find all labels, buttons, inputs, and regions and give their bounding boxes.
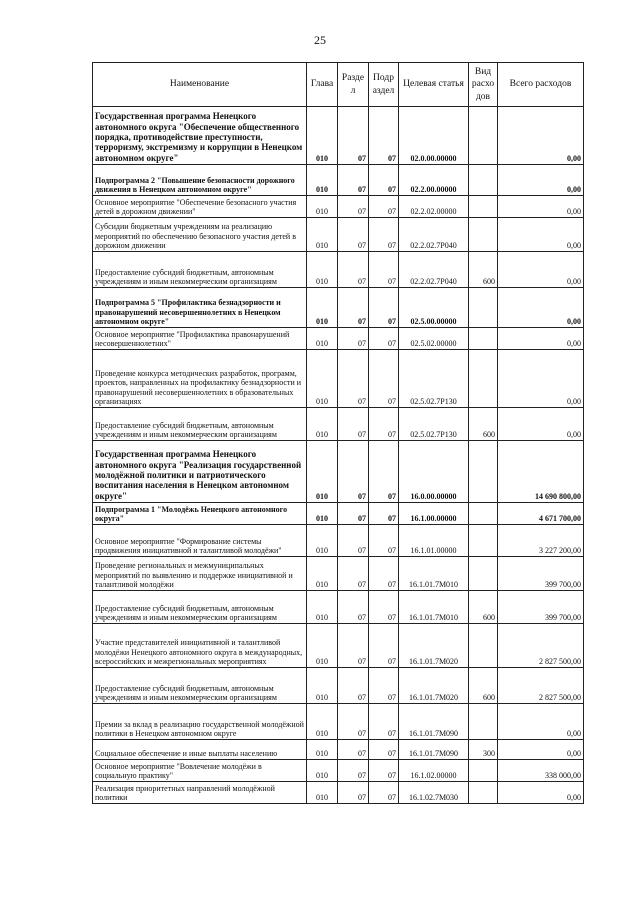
row-vid: 600 xyxy=(469,591,498,624)
row-razdel: 07 xyxy=(338,760,369,782)
row-podrazdel: 07 xyxy=(369,624,399,668)
row-razdel: 07 xyxy=(338,288,369,328)
row-name: Социальное обеспечение и иные выплаты населению xyxy=(93,740,307,760)
table-header-row xyxy=(93,63,584,107)
row-vid xyxy=(469,624,498,668)
row-podrazdel: 07 xyxy=(369,218,399,252)
row-podrazdel: 07 xyxy=(369,252,399,288)
row-razdel: 07 xyxy=(338,252,369,288)
table-row xyxy=(93,288,584,328)
row-podrazdel: 07 xyxy=(369,557,399,591)
row-glava: 010 xyxy=(307,525,338,557)
row-glava: 010 xyxy=(307,252,338,288)
row-razdel: 07 xyxy=(338,503,369,525)
table-row xyxy=(93,350,584,408)
row-glava: 010 xyxy=(307,165,338,196)
row-target: 16.1.01.7М020 xyxy=(399,624,469,668)
row-target: 16.1.01.7М020 xyxy=(399,668,469,704)
row-podrazdel: 07 xyxy=(369,740,399,760)
row-name: Премии за вклад в реализацию государственной молодёжной политики в Ненецком автономном округе xyxy=(93,704,307,740)
row-total: 0,00 xyxy=(498,704,584,740)
row-razdel: 07 xyxy=(338,668,369,704)
row-target: 16.1.01.7М090 xyxy=(399,740,469,760)
row-vid xyxy=(469,196,498,218)
row-vid xyxy=(469,288,498,328)
row-target: 16.1.02.00000 xyxy=(399,760,469,782)
row-podrazdel: 07 xyxy=(369,350,399,408)
table-row xyxy=(93,503,584,525)
row-glava: 010 xyxy=(307,288,338,328)
table-row xyxy=(93,328,584,350)
row-total: 0,00 xyxy=(498,107,584,165)
row-vid xyxy=(469,328,498,350)
row-total: 0,00 xyxy=(498,288,584,328)
row-target: 16.1.01.7М010 xyxy=(399,591,469,624)
row-name: Основное мероприятие "Формирование системы продвижения инициативной и талантливой молодёжи" xyxy=(93,525,307,557)
row-podrazdel: 07 xyxy=(369,704,399,740)
row-total: 0,00 xyxy=(498,218,584,252)
row-total: 0,00 xyxy=(498,408,584,441)
row-total: 0,00 xyxy=(498,165,584,196)
row-razdel: 07 xyxy=(338,591,369,624)
row-glava: 010 xyxy=(307,218,338,252)
row-name: Проведение региональных и межмуниципальных мероприятий по выявлению и поддержке инициативной и талантливой молодёжи xyxy=(93,557,307,591)
row-vid xyxy=(469,782,498,804)
header-razdel: Разде л xyxy=(338,63,369,107)
row-glava: 010 xyxy=(307,557,338,591)
row-podrazdel: 07 xyxy=(369,328,399,350)
table-row xyxy=(93,760,584,782)
table-row xyxy=(93,196,584,218)
row-name: Предоставление субсидий бюджетным, автономным учреждениям и иным некоммерческим организациям xyxy=(93,591,307,624)
row-total: 399 700,00 xyxy=(498,557,584,591)
row-razdel: 07 xyxy=(338,704,369,740)
row-name: Предоставление субсидий бюджетным, автономным учреждениям и иным некоммерческим организациям xyxy=(93,252,307,288)
row-target: 02.2.00.00000 xyxy=(399,165,469,196)
row-razdel: 07 xyxy=(338,350,369,408)
row-razdel: 07 xyxy=(338,328,369,350)
row-podrazdel: 07 xyxy=(369,525,399,557)
row-glava: 010 xyxy=(307,624,338,668)
row-name: Подпрограмма 2 "Повышение безопасности дорожного движения в Ненецком автономном округе" xyxy=(93,165,307,196)
row-total: 0,00 xyxy=(498,328,584,350)
table-row xyxy=(93,704,584,740)
budget-table xyxy=(92,62,584,804)
row-podrazdel: 07 xyxy=(369,408,399,441)
table-row xyxy=(93,218,584,252)
row-glava: 010 xyxy=(307,704,338,740)
row-glava: 010 xyxy=(307,107,338,165)
row-total: 14 690 800,00 xyxy=(498,441,584,503)
row-glava: 010 xyxy=(307,196,338,218)
row-name: Основное мероприятие "Вовлечение молодёжи в социальную практику" xyxy=(93,760,307,782)
row-podrazdel: 07 xyxy=(369,668,399,704)
row-name: Подпрограмма 5 "Профилактика безнадзорности и правонарушений несовершеннолетних в Ненецком автономном округе" xyxy=(93,288,307,328)
row-target: 02.5.00.00000 xyxy=(399,288,469,328)
table-row xyxy=(93,624,584,668)
row-vid: 300 xyxy=(469,740,498,760)
row-name: Участие представителей инициативной и талантливой молодёжи Ненецкого автономного округа в международных, всероссийских и межрегиональных мероприятиях xyxy=(93,624,307,668)
row-vid xyxy=(469,441,498,503)
row-name: Предоставление субсидий бюджетным, автономным учреждениям и иным некоммерческим организациям xyxy=(93,408,307,441)
row-total: 2 827 500,00 xyxy=(498,668,584,704)
row-total: 0,00 xyxy=(498,782,584,804)
row-target: 16.1.01.00000 xyxy=(399,525,469,557)
row-total: 338 000,00 xyxy=(498,760,584,782)
table-row xyxy=(93,252,584,288)
row-target: 02.5.02.00000 xyxy=(399,328,469,350)
row-target: 16.1.01.7М010 xyxy=(399,557,469,591)
row-vid xyxy=(469,218,498,252)
row-target: 16.0.00.00000 xyxy=(399,441,469,503)
row-target: 02.2.02.7Р040 xyxy=(399,252,469,288)
header-glava: Глава xyxy=(307,63,338,107)
row-razdel: 07 xyxy=(338,218,369,252)
row-name: Государственная программа Ненецкого автономного округа "Обеспечение общественного порядка, противодействие преступности, терроризму, экстремизму и коррупции в Ненецком автономном округе" xyxy=(93,107,307,165)
row-podrazdel: 07 xyxy=(369,288,399,328)
table-row xyxy=(93,782,584,804)
row-vid: 600 xyxy=(469,408,498,441)
row-vid xyxy=(469,760,498,782)
row-podrazdel: 07 xyxy=(369,165,399,196)
table-row xyxy=(93,668,584,704)
row-glava: 010 xyxy=(307,760,338,782)
row-razdel: 07 xyxy=(338,196,369,218)
row-razdel: 07 xyxy=(338,740,369,760)
row-vid: 600 xyxy=(469,252,498,288)
row-name: Предоставление субсидий бюджетным, автономным учреждениям и иным некоммерческим организациям xyxy=(93,668,307,704)
row-target: 02.2.02.7Р040 xyxy=(399,218,469,252)
row-total: 3 227 200,00 xyxy=(498,525,584,557)
table-row xyxy=(93,740,584,760)
row-razdel: 07 xyxy=(338,408,369,441)
row-glava: 010 xyxy=(307,503,338,525)
row-podrazdel: 07 xyxy=(369,441,399,503)
row-podrazdel: 07 xyxy=(369,760,399,782)
row-glava: 010 xyxy=(307,408,338,441)
row-podrazdel: 07 xyxy=(369,196,399,218)
row-glava: 010 xyxy=(307,328,338,350)
row-vid xyxy=(469,165,498,196)
row-razdel: 07 xyxy=(338,441,369,503)
row-total: 2 827 500,00 xyxy=(498,624,584,668)
row-total: 0,00 xyxy=(498,252,584,288)
table-row xyxy=(93,557,584,591)
row-target: 16.1.01.7М090 xyxy=(399,704,469,740)
row-target: 02.5.02.7Р130 xyxy=(399,350,469,408)
row-target: 02.5.02.7Р130 xyxy=(399,408,469,441)
row-glava: 010 xyxy=(307,668,338,704)
header-vid: Вид расхо дов xyxy=(469,63,498,107)
table-row xyxy=(93,441,584,503)
table-row xyxy=(93,165,584,196)
row-podrazdel: 07 xyxy=(369,782,399,804)
header-podrazdel: Подр аздел xyxy=(369,63,399,107)
row-glava: 010 xyxy=(307,591,338,624)
row-vid xyxy=(469,704,498,740)
row-vid: 600 xyxy=(469,668,498,704)
table-row xyxy=(93,107,584,165)
header-total: Всего расходов xyxy=(498,63,584,107)
row-target: 02.0.00.00000 xyxy=(399,107,469,165)
row-total: 399 700,00 xyxy=(498,591,584,624)
row-razdel: 07 xyxy=(338,624,369,668)
row-vid xyxy=(469,350,498,408)
page-number: 25 xyxy=(314,33,326,47)
row-name: Проведение конкурса методических разработок, программ, проектов, направленных на профилактику безнадзорности и правонарушений несовершеннолетних в образовательных организациях xyxy=(93,350,307,408)
row-total: 4 671 700,00 xyxy=(498,503,584,525)
row-razdel: 07 xyxy=(338,525,369,557)
row-total: 0,00 xyxy=(498,350,584,408)
table-row xyxy=(93,525,584,557)
row-name: Государственная программа Ненецкого автономного округа "Реализация государственной молодёжной политики и патриотического воспитания населения в Ненецком автономном округе" xyxy=(93,441,307,503)
table-row xyxy=(93,408,584,441)
row-glava: 010 xyxy=(307,740,338,760)
row-name: Основное мероприятие "Обеспечение безопасного участия детей в дорожном движении" xyxy=(93,196,307,218)
row-podrazdel: 07 xyxy=(369,503,399,525)
row-target: 02.2.02.00000 xyxy=(399,196,469,218)
row-total: 0,00 xyxy=(498,740,584,760)
row-total: 0,00 xyxy=(498,196,584,218)
header-name: Наименование xyxy=(93,63,307,107)
row-vid xyxy=(469,525,498,557)
row-target: 16.1.02.7М030 xyxy=(399,782,469,804)
row-razdel: 07 xyxy=(338,782,369,804)
row-vid xyxy=(469,503,498,525)
row-glava: 010 xyxy=(307,441,338,503)
row-vid xyxy=(469,107,498,165)
row-target: 16.1.00.00000 xyxy=(399,503,469,525)
row-podrazdel: 07 xyxy=(369,591,399,624)
row-glava: 010 xyxy=(307,350,338,408)
row-name: Субсидии бюджетным учреждениям на реализацию мероприятий по обеспечению безопасного участия детей в дорожном движении xyxy=(93,218,307,252)
row-name: Подпрограмма 1 "Молодёжь Ненецкого автономного округа" xyxy=(93,503,307,525)
table-row xyxy=(93,591,584,624)
row-razdel: 07 xyxy=(338,557,369,591)
row-name: Основное мероприятие "Профилактика правонарушений несовершеннолетних" xyxy=(93,328,307,350)
row-razdel: 07 xyxy=(338,165,369,196)
row-glava: 010 xyxy=(307,782,338,804)
row-vid xyxy=(469,557,498,591)
row-podrazdel: 07 xyxy=(369,107,399,165)
row-name: Реализация приоритетных направлений молодёжной политики xyxy=(93,782,307,804)
row-razdel: 07 xyxy=(338,107,369,165)
header-target: Целевая статья xyxy=(399,63,469,107)
